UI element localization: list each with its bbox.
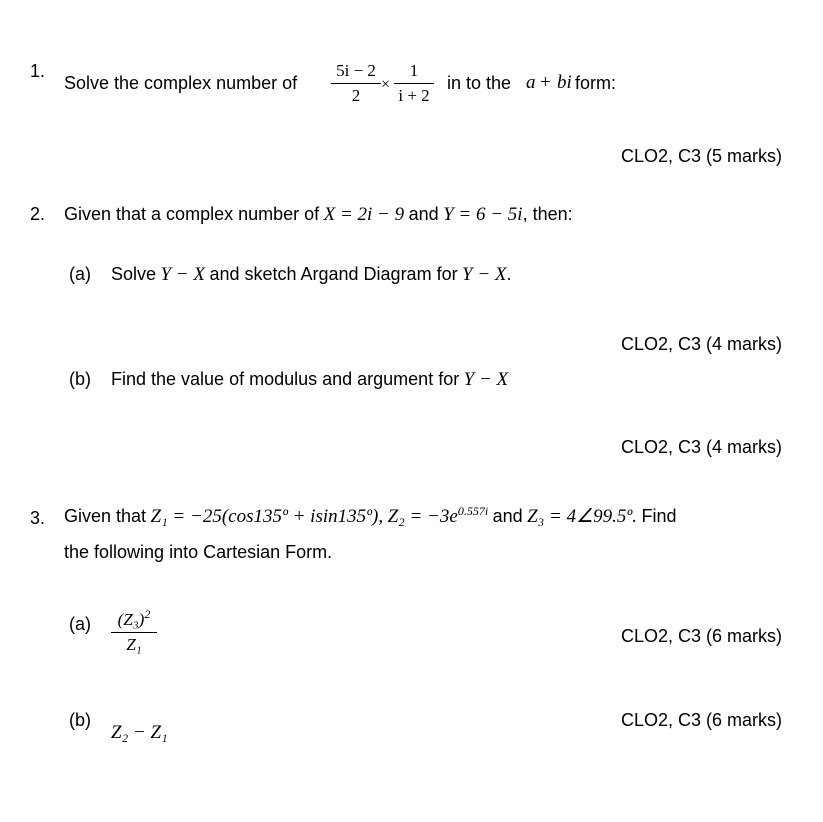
q3a-num-base: (Z₃) (117, 610, 145, 629)
fraction-bar (331, 83, 381, 84)
form-a: a (526, 72, 536, 93)
question-1-clo: CLO2, C3 (5 marks) (620, 146, 782, 166)
q2-and: and (408, 204, 439, 224)
question-2b-text (111, 368, 508, 391)
question-3a-clo: CLO2, C3 (6 marks) (620, 626, 782, 646)
q2-y-expression: Y = 6 − 5i (443, 204, 523, 225)
q3a-num-exponent: 2 (144, 607, 151, 621)
q2b-math: Y − X (463, 369, 509, 390)
q2a-math-2: Y − X (462, 264, 507, 285)
q2b-text: Find the value of modulus and argument for (111, 369, 460, 389)
times-symbol: × (381, 76, 391, 93)
question-2a-label: (a) (69, 264, 91, 284)
q3-z1-expression: Z₁ = −25(cos135º + isin135º), (150, 506, 384, 527)
question-2b-label: (b) (69, 369, 91, 389)
question-2a-clo: CLO2, C3 (4 marks) (620, 334, 782, 354)
q3-z3-expression: Z₃ = 4∠99.5º. (527, 506, 638, 527)
question-3-line-2: the following into Cartesian Form. (64, 542, 333, 562)
question-3b-clo: CLO2, C3 (6 marks) (620, 710, 782, 730)
question-2-text (64, 203, 573, 226)
question-2-number: 2. (30, 204, 46, 224)
form-plus: + (540, 72, 551, 93)
question-1-number: 1. (30, 61, 46, 81)
fraction-1-numerator: 5i − 2 (336, 61, 376, 80)
form-end: form: (575, 73, 617, 93)
q2-x-expression: X = 2i − 9 (323, 204, 405, 225)
fraction-2-denominator: i + 2 (398, 86, 430, 105)
question-3b-expression: Z₂ − Z₁ (111, 722, 168, 743)
question-3-text (64, 505, 677, 528)
question-3a-label: (a) (69, 614, 91, 634)
q3-and: and (492, 506, 523, 526)
question-2a-text (111, 263, 512, 286)
form-bi: bi (557, 72, 572, 93)
question-1-suffix: in to the (447, 73, 512, 93)
q2-text-start: Given that a complex number of (64, 204, 320, 224)
q3-z2-lhs: Z₂ = −3e (387, 506, 458, 527)
question-1-fraction-2 (394, 61, 434, 106)
q3-z2-expression (388, 506, 489, 527)
question-3-number: 3. (30, 508, 46, 528)
fraction-2-numerator: 1 (409, 61, 419, 80)
question-3a-fraction (111, 607, 157, 655)
q3a-numerator (111, 607, 157, 630)
question-3b-label: (b) (69, 710, 91, 730)
q2-then: , then: (522, 204, 573, 224)
q3a-denominator: Z₁ (126, 635, 142, 654)
fraction-1-denominator: 2 (351, 86, 361, 105)
q3-find: Find (641, 506, 677, 526)
fraction-bar (111, 632, 157, 633)
q3-z2-exponent: 0.557i (457, 504, 489, 518)
q2a-text-1: Solve (111, 264, 157, 284)
q3-given: Given that (64, 506, 147, 526)
question-1-fraction-1 (331, 61, 381, 106)
question-2b-clo: CLO2, C3 (4 marks) (620, 437, 782, 457)
fraction-bar (394, 83, 434, 84)
q2a-math-1: Y − X (160, 264, 205, 285)
question-1-text: Solve the complex number of (64, 73, 298, 93)
q2a-end: . (506, 264, 512, 284)
q2a-text-2: and sketch Argand Diagram for (209, 264, 458, 284)
